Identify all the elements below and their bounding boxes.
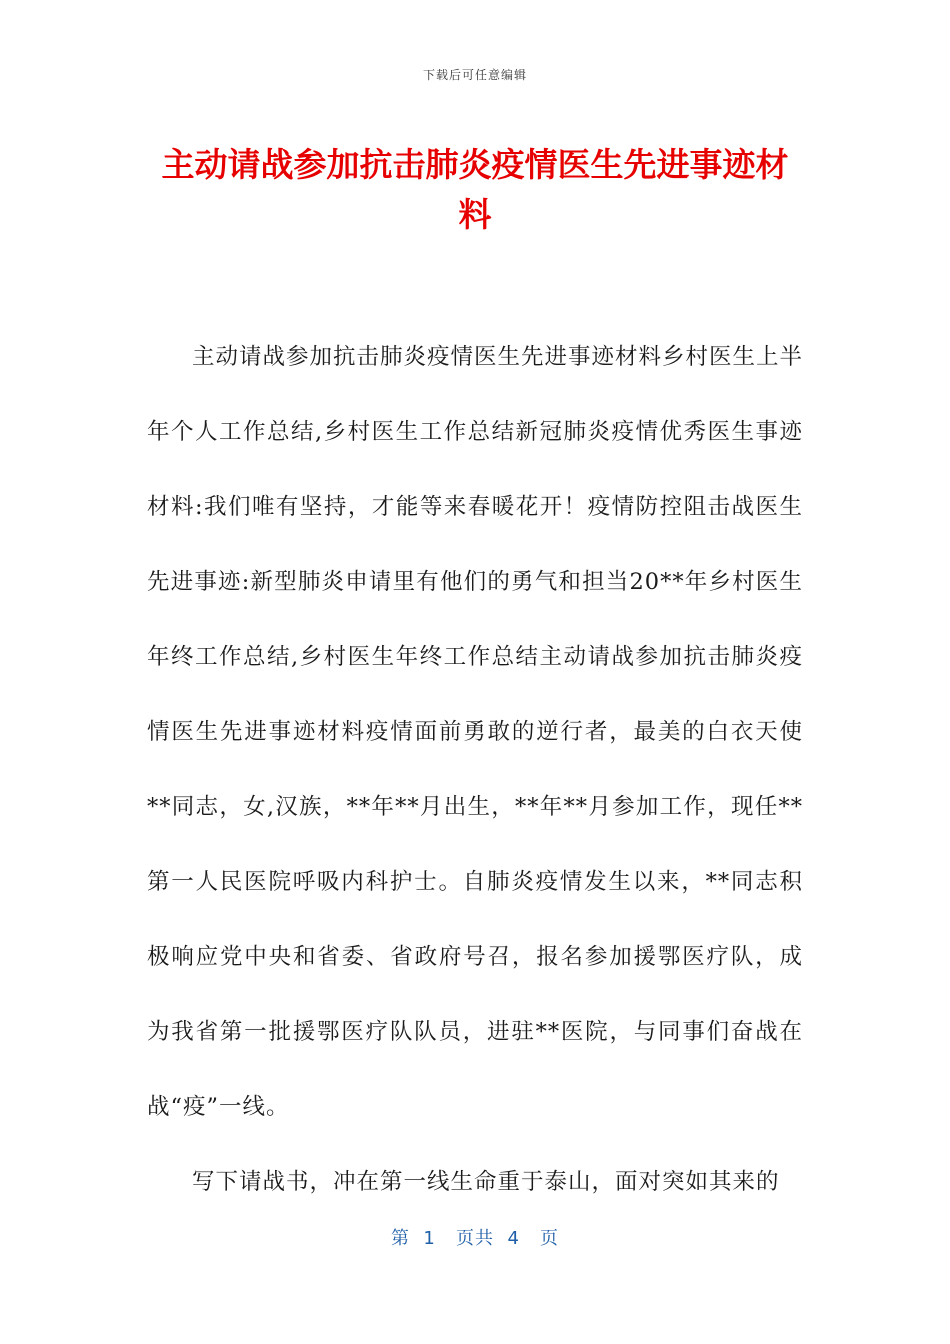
header-note: 下载后可任意编辑 xyxy=(422,68,527,82)
document-title: 主动请战参加抗击肺炎疫情医生先进事迹材料 xyxy=(161,145,789,234)
paragraph: 写下请战书，冲在第一线生命重于泰山，面对突如其来的 xyxy=(192,1169,780,1195)
paragraph: 主动请战参加抗击肺炎疫情医生先进事迹材料乡村医生上半年个人工作总结,乡村医生工作总结新冠肺炎疫情优秀医生事迹材料:我们唯有坚持，才能等来春暖花开！疫情防控阻击战医生先进事迹:新型肺炎申请里有他们的勇气和担当20**年乡村医生年终工作总结,乡村医生年终工作总结主动请战参加抗击肺炎疫情医生先进事迹材料疫情面前勇敢的逆行者，最美的白衣天使**同志，女,汉族，**年**月出生，**年**月参加工作，现任**第一人民医院呼吸内科护士。自肺炎疫情发生以来，**同志积极响应党中央和省委、省政府号召，报名参加援鄂医疗队，成为我省第一批援鄂医疗队队员，进驻**医院，与同事们奋战在战“疫”一线。 xyxy=(147,344,804,1120)
document-body xyxy=(147,320,803,1220)
page-footer: 第 1 页共 4 页 xyxy=(390,1228,560,1249)
